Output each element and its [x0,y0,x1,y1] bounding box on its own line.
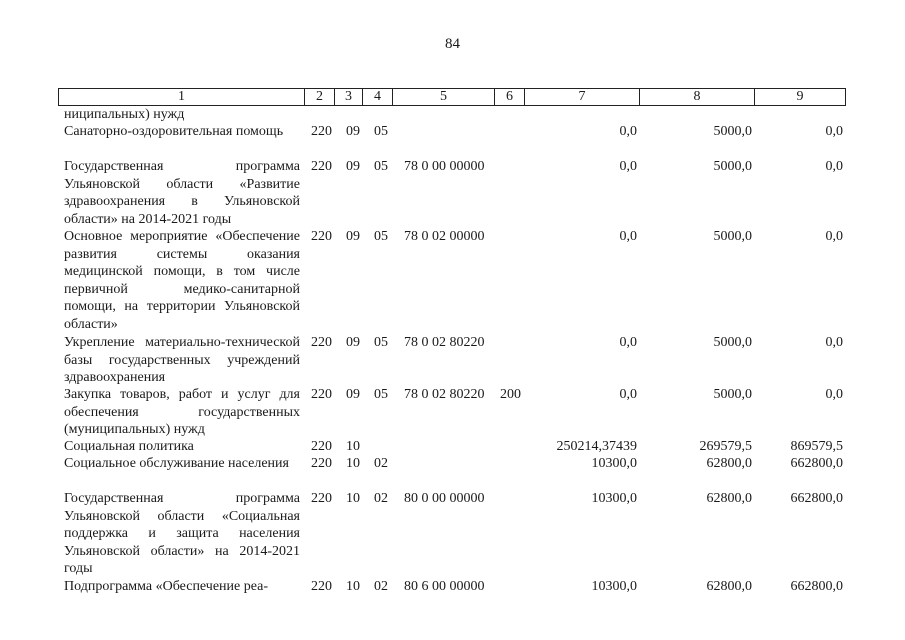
cell-col-7: 10300,0 [591,579,637,594]
cell-col-5: 80 6 00 00000 [404,579,485,594]
row-description: Основное мероприятие «Обеспечение развития системы оказания медицинской помощи, в том числе первичной медико-санитарной помощи, на территории Ульяновской области» [64,229,300,332]
table-row [0,578,905,598]
page-number: 84 [445,36,460,52]
cell-col-7: 0,0 [619,229,637,244]
cell-col-3: 10 [346,439,360,454]
cell-col-8: 5000,0 [713,124,752,139]
cell-col-3: 10 [346,456,360,471]
cell-col-3: 09 [346,124,360,139]
row-description: Подпрограмма «Обеспечение реа- [64,579,269,594]
header-col-2: 2 [305,89,335,105]
cell-col-5: 78 0 00 00000 [404,159,485,174]
cell-col-4: 02 [374,456,388,471]
cell-col-7: 0,0 [619,124,637,139]
row-description: Государственная программа Ульяновской области «Развитие здравоохранения в Ульяновской области» на 2014-2021 годы [64,159,300,227]
header-col-6: 6 [495,89,525,105]
header-col-1: 1 [59,89,305,105]
table-row [0,228,905,334]
header-col-7: 7 [525,89,640,105]
cell-col-7: 0,0 [619,335,637,350]
cell-col-5: 80 0 00 00000 [404,491,485,506]
cell-col-2: 220 [311,335,332,350]
cell-col-4: 05 [374,124,388,139]
cell-col-4: 02 [374,579,388,594]
cell-col-8: 5000,0 [713,335,752,350]
cell-col-3: 10 [346,579,360,594]
cell-col-9: 0,0 [825,124,843,139]
cell-col-8: 62800,0 [706,456,752,471]
cell-col-2: 220 [311,229,332,244]
cell-col-2: 220 [311,124,332,139]
table-row [0,386,905,438]
cell-col-8: 5000,0 [713,387,752,402]
cell-col-9: 869579,5 [790,439,843,454]
cell-col-2: 220 [311,491,332,506]
cell-col-4: 05 [374,159,388,174]
cell-col-5: 78 0 02 80220 [404,387,485,402]
row-description: Закупка товаров, работ и услуг для обеспечения государственных (муниципальных) нужд [64,387,300,438]
cell-col-7: 0,0 [619,159,637,174]
table-row [0,158,905,228]
cell-col-8: 269579,5 [699,439,752,454]
row-description: Социальная политика [64,439,194,454]
cell-col-6: 200 [500,387,521,402]
cell-col-8: 62800,0 [706,579,752,594]
table-row [0,438,905,455]
row-description: ниципальных) нужд [64,107,185,122]
header-col-9: 9 [796,89,804,104]
cell-col-7: 10300,0 [591,456,637,471]
cell-col-3: 09 [346,159,360,174]
cell-col-9: 0,0 [825,159,843,174]
cell-col-9: 662800,0 [790,456,843,471]
cell-col-2: 220 [311,456,332,471]
cell-col-7: 0,0 [619,387,637,402]
table-header [58,88,846,106]
cell-col-9: 0,0 [825,229,843,244]
cell-col-3: 10 [346,491,360,506]
cell-col-9: 662800,0 [790,579,843,594]
cell-col-3: 09 [346,387,360,402]
cell-col-2: 220 [311,159,332,174]
row-description: Укрепление материально-технической базы государственных учреждений здравоохранения [64,335,300,386]
cell-col-5: 78 0 02 80220 [404,335,485,350]
cell-col-7: 10300,0 [591,491,637,506]
cell-col-2: 220 [311,579,332,594]
cell-col-3: 09 [346,229,360,244]
cell-col-9: 662800,0 [790,491,843,506]
table-row [0,106,905,123]
header-col-3: 3 [335,89,363,105]
cell-col-8: 5000,0 [713,229,752,244]
table-row [0,490,905,578]
cell-col-2: 220 [311,439,332,454]
table-body [0,106,905,598]
cell-col-9: 0,0 [825,387,843,402]
header-col-4: 4 [363,89,393,105]
header-col-5: 5 [393,89,495,105]
cell-col-2: 220 [311,387,332,402]
row-description: Государственная программа Ульяновской области «Социальная поддержка и защита населения Ульяновской области» на 2014-2021 годы [64,491,300,577]
cell-col-4: 05 [374,229,388,244]
cell-col-4: 02 [374,491,388,506]
table-row [0,123,905,158]
table-row [0,334,905,386]
cell-col-4: 05 [374,387,388,402]
header-col-8: 8 [640,89,755,105]
cell-col-8: 62800,0 [706,491,752,506]
cell-col-4: 05 [374,335,388,350]
cell-col-9: 0,0 [825,335,843,350]
cell-col-5: 78 0 02 00000 [404,229,485,244]
cell-col-3: 09 [346,335,360,350]
row-description: Социальное обслуживание населения [64,456,289,471]
row-description: Санаторно-оздоровительная помощь [64,124,284,139]
cell-col-8: 5000,0 [713,159,752,174]
table-row [0,455,905,490]
cell-col-7: 250214,37439 [556,439,637,454]
